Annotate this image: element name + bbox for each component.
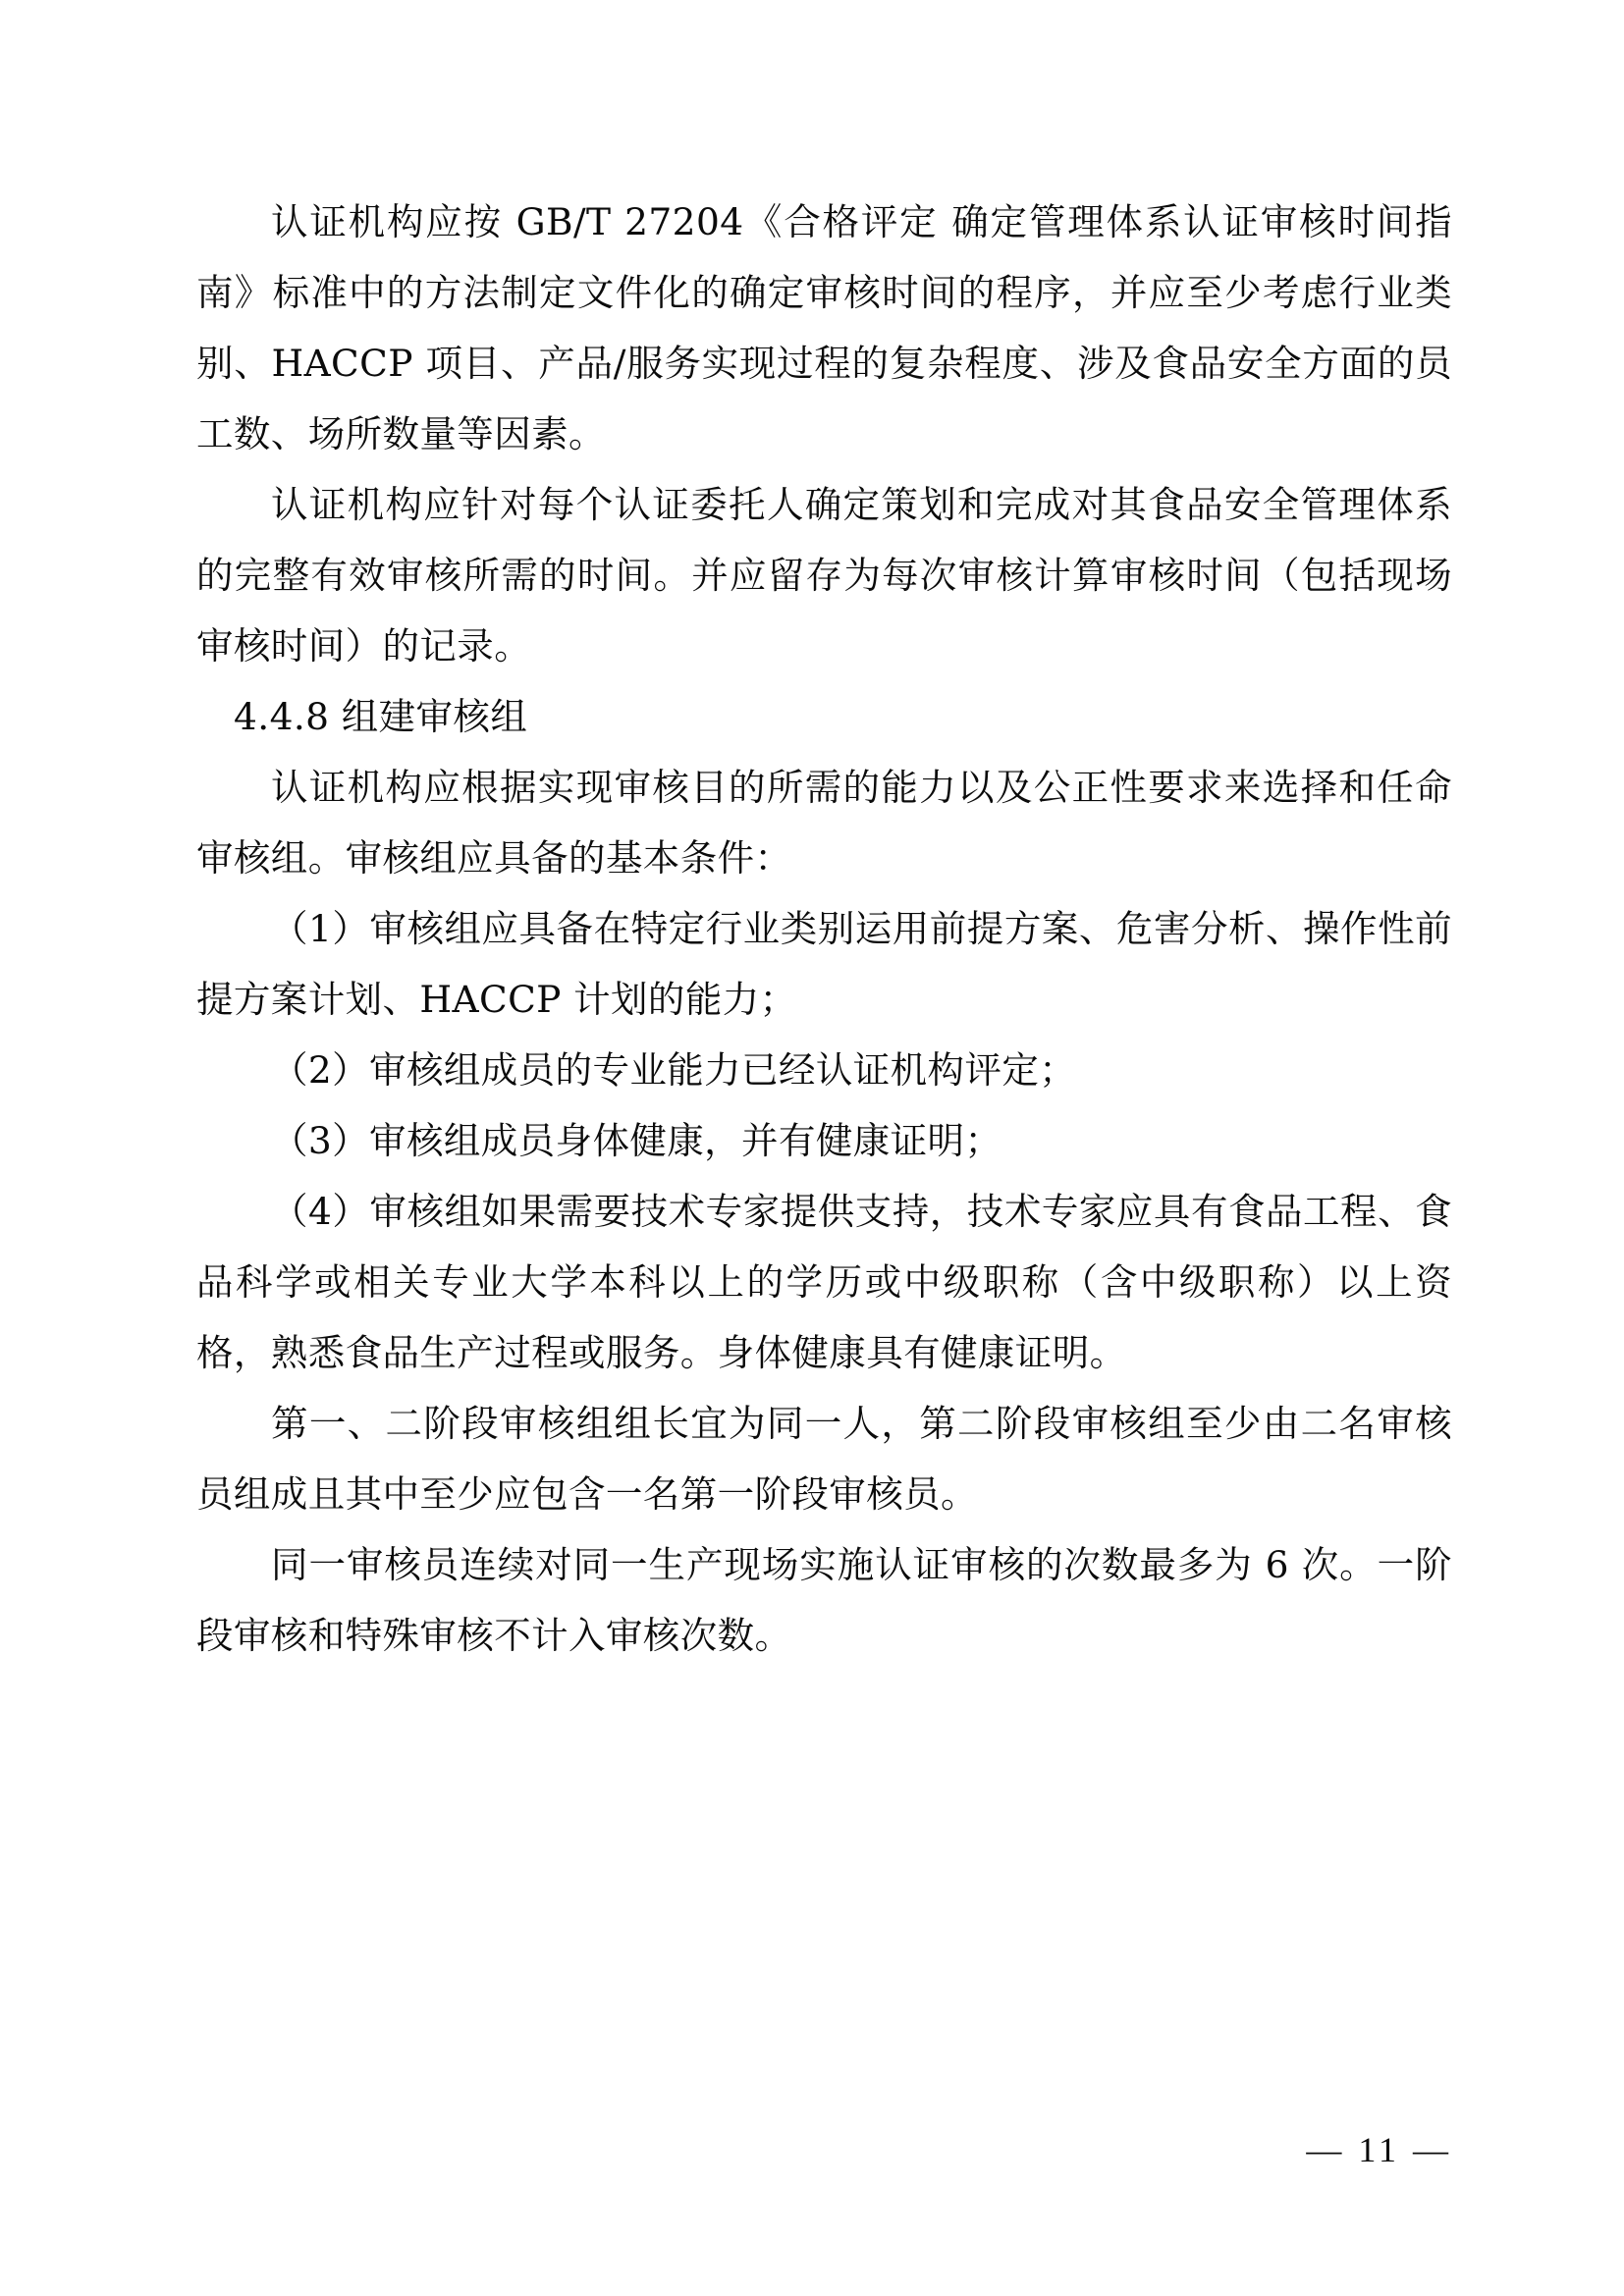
paragraph-audit-time-records: 认证机构应针对每个认证委托人确定策划和完成对其食品安全管理体系的完整有效审核所需的时间。并应留存为每次审核计算审核时间（包括现场审核时间）的记录。 (196, 483, 1452, 667)
list-item-condition-2: （2）审核组成员的专业能力已经认证机构评定； (271, 1048, 1077, 1092)
list-item-condition-4: （4）审核组如果需要技术专家提供支持，技术专家应具有食品工程、食品科学或相关专业大学本科以上的学历或中级职称（含中级职称）以上资格，熟悉食品生产过程或服务。身体健康具有健康证明。 (196, 1190, 1452, 1374)
list-item-condition-3: （3）审核组成员身体健康，并有健康证明； (271, 1119, 1002, 1162)
paragraph-team-leader-rule: 第一、二阶段审核组组长宜为同一人，第二阶段审核组至少由二名审核员组成且其中至少应包含一名第一阶段审核员。 (196, 1402, 1452, 1516)
document-body (196, 187, 1452, 1671)
page-number: — 11 — (1306, 2130, 1452, 2169)
list-item-condition-1: （1）审核组应具备在特定行业类别运用前提方案、危害分析、操作性前提方案计划、HACCP 计划的能力； (196, 907, 1452, 1021)
paragraph-consecutive-audit-limit: 同一审核员连续对同一生产现场实施认证审核的次数最多为 6 次。一阶段审核和特殊审核不计入审核次数。 (196, 1543, 1452, 1657)
paragraph-audit-time-procedure: 认证机构应按 GB/T 27204《合格评定 确定管理体系认证审核时间指南》标准中的方法制定文件化的确定审核时间的程序，并应至少考虑行业类别、HACCP 项目、产品/服务实现过程的复杂程度、涉及食品安全方面的员工数、场所数量等因素。 (196, 200, 1452, 455)
paragraph-audit-team-selection: 认证机构应根据实现审核目的所需的能力以及公正性要求来选择和任命审核组。审核组应具备的基本条件： (196, 766, 1452, 880)
section-heading-4-4-8: 4.4.8 组建审核组 (234, 695, 528, 738)
